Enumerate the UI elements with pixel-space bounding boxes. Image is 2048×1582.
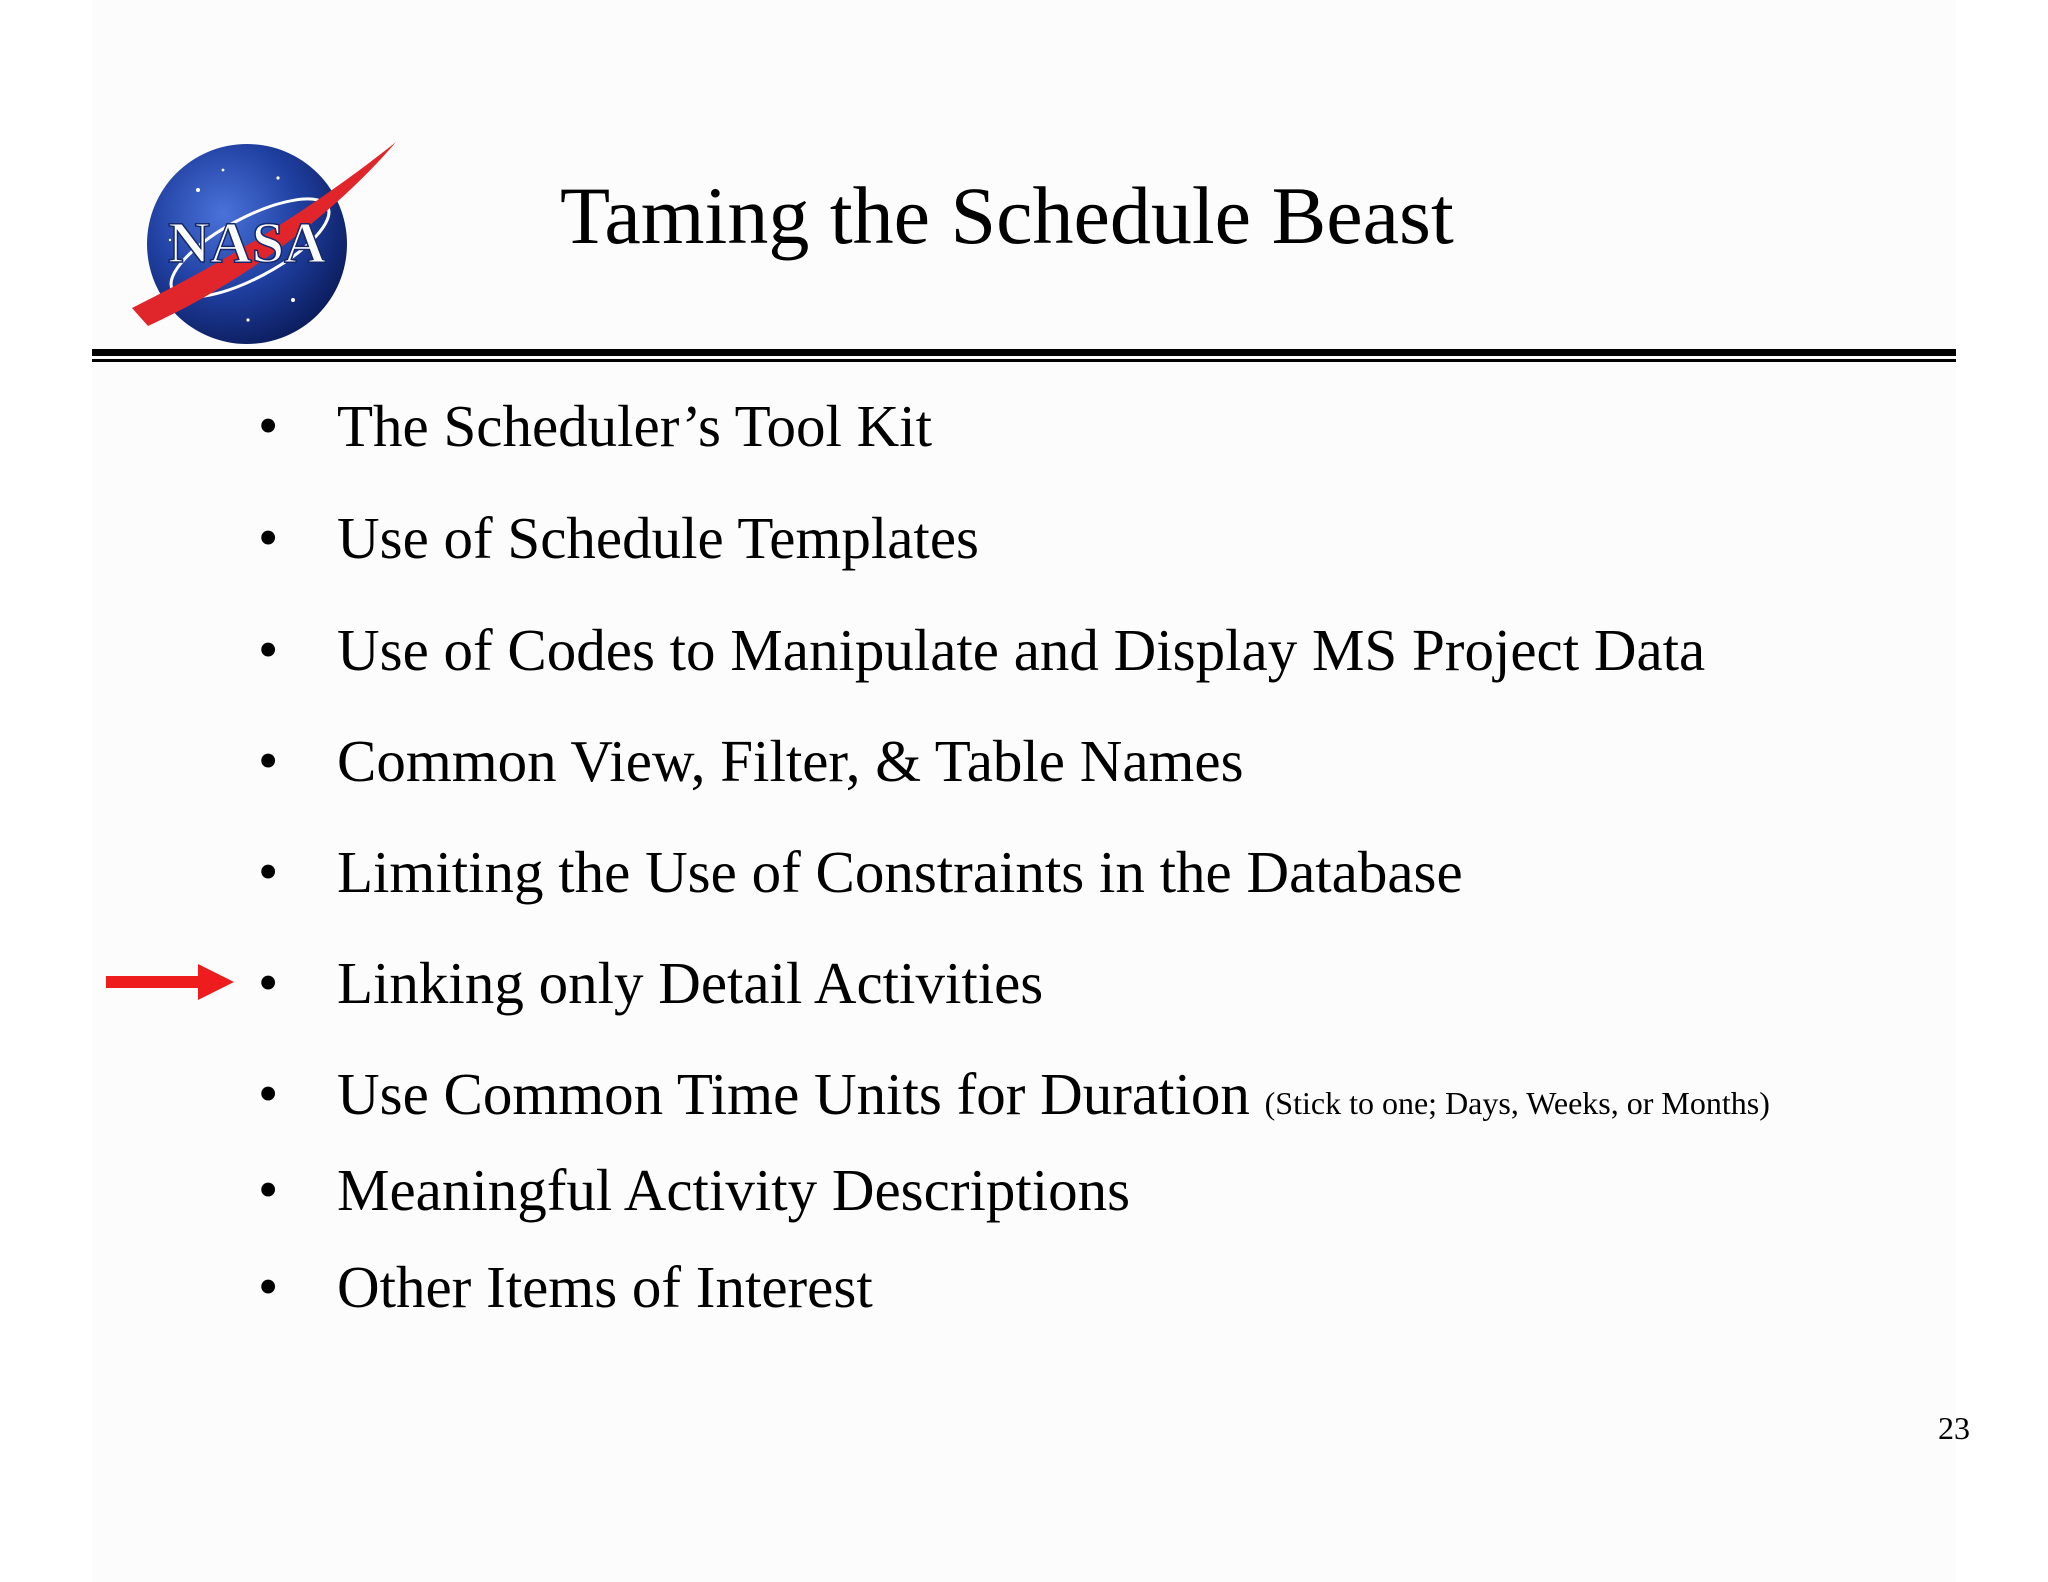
bullet-marker: •	[258, 1157, 279, 1222]
bullet-item	[258, 1054, 1978, 1134]
bullet-text: Linking only Detail Activities	[337, 950, 1044, 1016]
logo-wordmark: NASA	[168, 210, 326, 275]
bullet-item	[258, 832, 1978, 912]
bullet-marker: •	[258, 505, 279, 570]
bullet-marker: •	[258, 1061, 279, 1126]
bullet-marker: •	[258, 839, 279, 904]
bullet-marker: •	[258, 728, 279, 793]
bullet-item	[258, 386, 1978, 466]
bullet-text: Meaningful Activity Descriptions	[337, 1157, 1131, 1223]
bullet-item-current	[258, 943, 1978, 1023]
bullet-marker: •	[258, 393, 279, 458]
bullet-item	[258, 1150, 1978, 1230]
bullet-text-main: Use Common Time Units for Duration	[337, 1061, 1250, 1127]
bullet-note: (Stick to one; Days, Weeks, or Months)	[1264, 1085, 1770, 1121]
bullet-item	[258, 1247, 1978, 1327]
bullet-text: Other Items of Interest	[337, 1254, 873, 1320]
bullet-text: Limiting the Use of Constraints in the Database	[337, 839, 1463, 905]
bullet-text: Common View, Filter, & Table Names	[337, 728, 1244, 794]
bullet-text: Use of Schedule Templates	[337, 505, 979, 571]
bullet-text: The Scheduler’s Tool Kit	[337, 393, 933, 459]
bullet-item	[258, 721, 1978, 801]
slide-title: Taming the Schedule Beast	[560, 170, 1454, 261]
bullet-marker: •	[258, 950, 279, 1015]
bullet-text	[337, 1054, 1770, 1143]
bullet-marker: •	[258, 617, 279, 682]
bullet-item	[258, 498, 1978, 578]
bullet-marker: •	[258, 1254, 279, 1319]
bullet-item	[258, 610, 1978, 690]
page-number: 23	[1938, 1410, 1970, 1446]
bullet-text: Use of Codes to Manipulate and Display MS Project Data	[337, 617, 1706, 683]
